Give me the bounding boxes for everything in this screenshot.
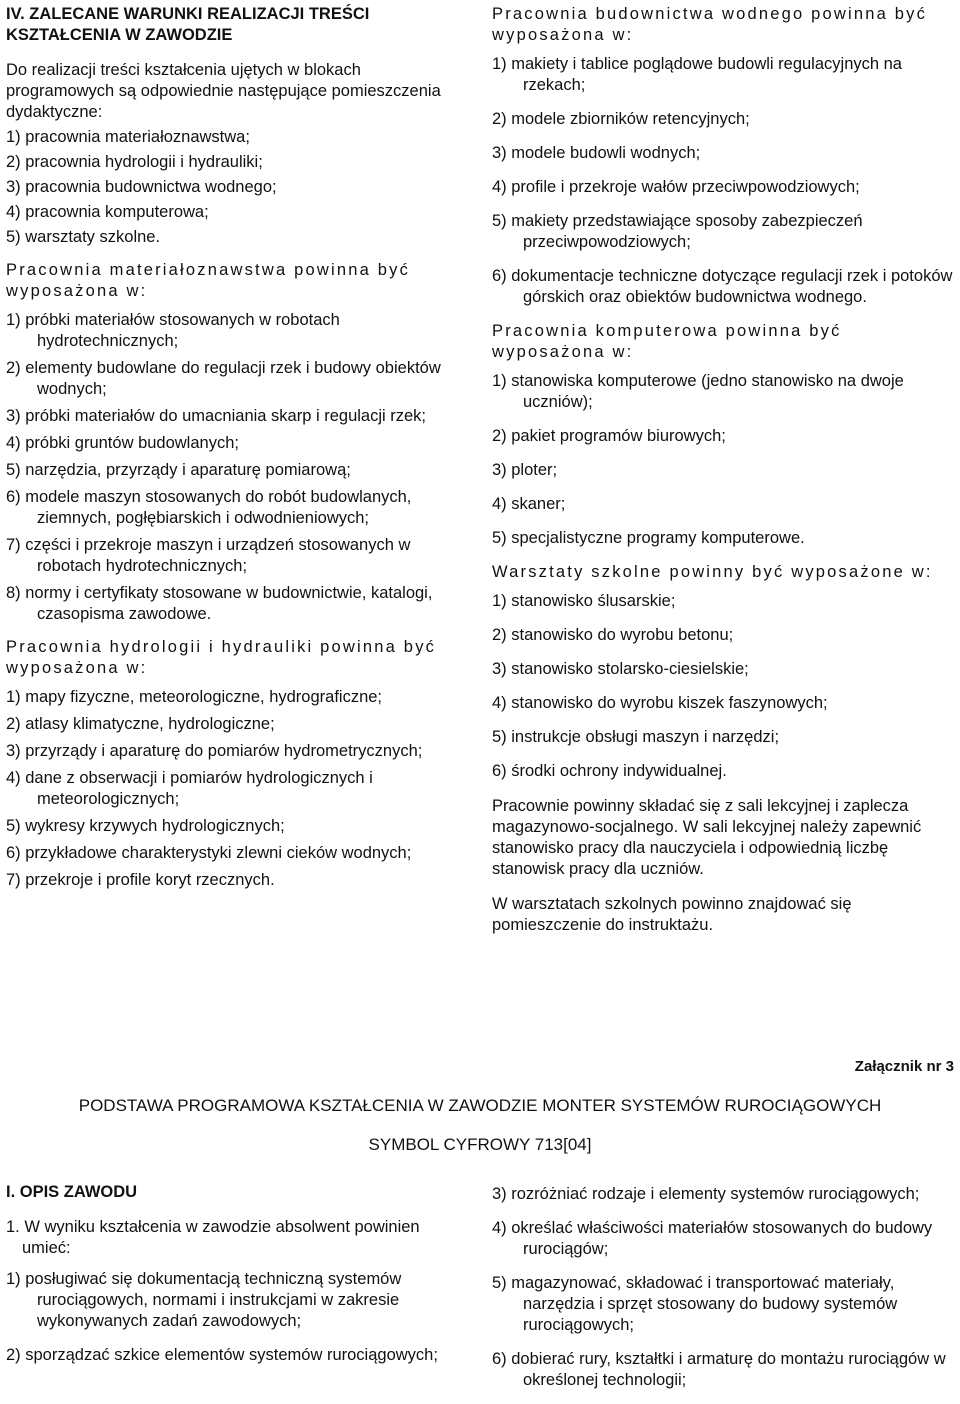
list-item: 5) wykresy krzywych hydrologicznych; <box>6 817 285 835</box>
list-item: 3) modele budowli wodnych; <box>492 144 701 162</box>
list-item: 4) stanowisko do wyrobu kiszek faszynowych; <box>492 694 828 712</box>
list-item: 3) ploter; <box>492 461 558 479</box>
list-item: 3) pracownia budownictwa wodnego; <box>6 178 277 196</box>
list-item: 3) próbki materiałów do umacniania skarp i regulacji rzek; <box>6 407 427 425</box>
annex-symbol: SYMBOL CYFROWY 713[04] <box>368 1135 592 1154</box>
list-item: 4) dane z obserwacji i pomiarów hydrologicznych i meteorologicznych; <box>6 769 373 808</box>
list-item: 2) elementy budowlane do regulacji rzek i budowy obiektów wodnych; <box>6 359 441 398</box>
list-item: 3) stanowisko stolarsko-ciesielskie; <box>492 660 749 678</box>
list-item: 4) profile i przekroje wałów przeciwpowodziowych; <box>492 178 860 196</box>
list-item: 2) sporządzać szkice elementów systemów rurociągowych; <box>6 1346 438 1364</box>
section-heading-i: I. OPIS ZAWODU <box>6 1183 138 1201</box>
list-item: 5) specjalistyczne programy komputerowe. <box>492 529 805 547</box>
section-heading-iv: IV. ZALECANE WARUNKI REALIZACJI TREŚCI KSZTAŁCENIA W ZAWODZIE <box>6 5 370 44</box>
list-item: 4) skaner; <box>492 495 566 513</box>
list-item: 1) próbki materiałów stosowanych w robotach hydrotechnicznych; <box>6 311 340 350</box>
list-item: 1) stanowiska komputerowe (jedno stanowisko na dwoje uczniów); <box>492 372 904 411</box>
list-item: 5) narzędzia, przyrządy i aparaturę pomiarową; <box>6 461 351 479</box>
list-item: 6) dokumentacje techniczne dotyczące regulacji rzek i potoków górskich oraz obiektów budownictwa wodnego. <box>492 267 953 306</box>
skills-list-right <box>492 1184 958 1391</box>
workshop-heading: Warsztaty szkolne powinny być wyposażone w: <box>492 563 933 581</box>
list-item: 3) przyrządy i aparaturę do pomiarów hydrometrycznych; <box>6 742 423 760</box>
list-item: 2) atlasy klimatyczne, hydrologiczne; <box>6 715 275 733</box>
list-item: 2) stanowisko do wyrobu betonu; <box>492 626 734 644</box>
list-item: 5) magazynować, składować i transportować materiały, narzędzia i sprzęt stosowany do budowy systemów rurociągowych; <box>492 1274 898 1334</box>
list-item: 4) pracownia komputerowa; <box>6 203 209 221</box>
skills-intro: 1. W wyniku kształcenia w zawodzie absolwent powinien umieć: <box>6 1218 420 1257</box>
closing-paragraph-1: Pracownie powinny składać się z sali lekcyjnej i zaplecza magazynowo-socjalnego. W sali lekcyjnej należy zapewnić stanowisko pracy dla nauczyciela i odpowiednią liczbę stanowisk pracy dla uczniów. <box>492 797 922 878</box>
rooms-intro: Do realizacji treści kształcenia ujętych w blokach programowych są odpowiednie następujące pomieszczenia dydaktyczne: <box>6 61 441 121</box>
hydrology-lab-heading: Pracownia hydrologii i hydrauliki powinna być wyposażona w: <box>6 638 437 677</box>
list-item: 3) rozróżniać rodzaje i elementy systemów rurociągowych; <box>492 1185 920 1203</box>
list-item: 1) stanowisko ślusarskie; <box>492 592 676 610</box>
list-item: 4) próbki gruntów budowlanych; <box>6 434 239 452</box>
materials-lab-heading: Pracownia materiałoznawstwa powinna być wyposażona w: <box>6 261 411 300</box>
list-item: 6) modele maszyn stosowanych do robót budowlanych, ziemnych, pogłębiarskich i odwodnieniowych; <box>6 488 412 527</box>
list-item: 2) pracownia hydrologii i hydrauliki; <box>6 153 263 171</box>
water-construction-lab-heading: Pracownia budownictwa wodnego powinna być wyposażona w: <box>492 5 928 44</box>
left-column-bottom <box>6 1182 472 1379</box>
list-item: 6) dobierać rury, kształtki i armaturę do montażu rurociągów w określonej technologii; <box>492 1350 946 1389</box>
list-item: 2) modele zbiorników retencyjnych; <box>492 110 750 128</box>
list-item: 5) warsztaty szkolne. <box>6 228 161 246</box>
workshop-list <box>492 591 958 782</box>
closing-paragraph-2: W warsztatach szkolnych powinno znajdować się pomieszczenie do instruktażu. <box>492 895 852 934</box>
list-item: 5) instrukcje obsługi maszyn i narzędzi; <box>492 728 780 746</box>
list-item: 7) części i przekroje maszyn i urządzeń stosowanych w robotach hydrotechnicznych; <box>6 536 411 575</box>
list-item: 4) określać właściwości materiałów stosowanych do budowy rurociągów; <box>492 1219 933 1258</box>
list-item: 6) przykładowe charakterystyki zlewni cieków wodnych; <box>6 844 412 862</box>
computer-lab-list <box>492 371 958 549</box>
list-item: 5) makiety przedstawiające sposoby zabezpieczeń przeciwpowodziowych; <box>492 212 863 251</box>
materials-lab-list <box>6 310 472 625</box>
right-column-bottom <box>492 1184 958 1404</box>
list-item: 1) mapy fizyczne, meteorologiczne, hydrograficzne; <box>6 688 383 706</box>
left-column-top <box>6 4 472 897</box>
list-item: 7) przekroje i profile koryt rzecznych. <box>6 871 275 889</box>
list-item: 1) makiety i tablice poglądowe budowli regulacyjnych na rzekach; <box>492 55 902 94</box>
computer-lab-heading: Pracownia komputerowa powinna być wyposażona w: <box>492 322 842 361</box>
list-item: 1) pracownia materiałoznawstwa; <box>6 128 250 146</box>
list-item: 1) posługiwać się dokumentacją techniczną systemów rurociągowych, normami i instrukcjami w zakresie wykonywanych zadań zawodowych; <box>6 1270 402 1330</box>
rooms-list <box>6 127 472 248</box>
hydrology-lab-list <box>6 687 472 891</box>
skills-list-left <box>6 1269 472 1366</box>
list-item: 6) środki ochrony indywidualnej. <box>492 762 727 780</box>
annex-title: PODSTAWA PROGRAMOWA KSZTAŁCENIA W ZAWODZIE MONTER SYSTEMÓW RUROCIĄGOWYCH <box>78 1096 882 1115</box>
list-item: 8) normy i certyfikaty stosowane w budownictwie, katalogi, czasopisma zawodowe. <box>6 584 433 623</box>
annex-label: Załącznik nr 3 <box>854 1058 954 1075</box>
water-construction-lab-list <box>492 54 958 308</box>
right-column-top <box>492 4 958 940</box>
list-item: 2) pakiet programów biurowych; <box>492 427 726 445</box>
